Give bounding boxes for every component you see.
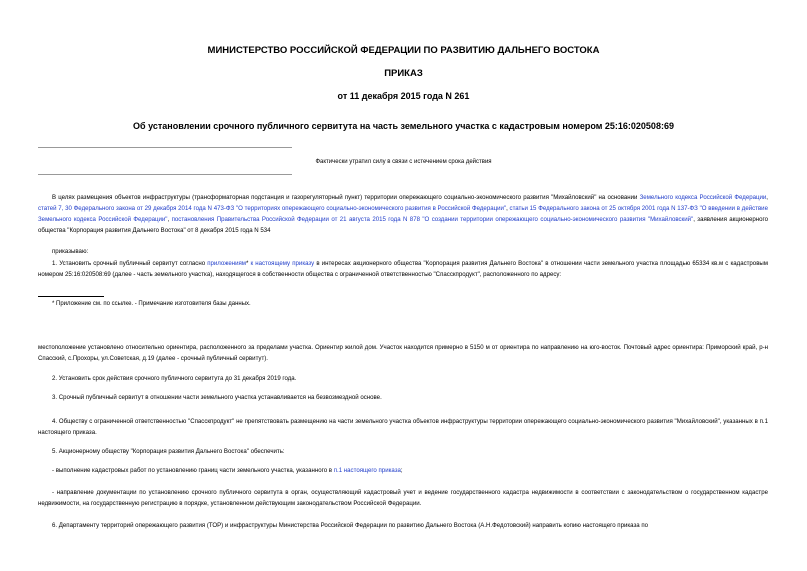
item-1-continuation: местоположение установлено относительно ориентира, расположенного за пределами участка. Ориентир жилой дом. Участок находится примерно в 5150 м от ориентира по направлению на юго-восток. Почтовый адрес ориентира: Приморский край, р-н Спасский, с.Прохоры, ул.Советская, д.19 (далее - срочный публичный сервитут). [38,344,768,362]
item-5b-paragraph: - направление документации по установлению срочного публичного сервитута в орган, осуществляющий кадастровый учет и ведение государственного кадастра недвижимости в соответствии с законодательством о государственном кадастре недвижимости, на государственную регистрацию в порядке, установленном действующим законодательством Российской Федерации. [38,489,768,507]
document-title: Об установлении срочного публичного сервитута на часть земельного участка с кадастровым номером 25:16:020508:69 [133,121,674,131]
item-text: * [245,260,251,267]
item-3-paragraph: 3. Срочный публичный сервитут в отношении части земельного участка устанавливается на безвозмездной основе. [52,394,382,401]
item-4-paragraph: 4. Обществу с ограниченной ответственностью "Спасскпродукт" не препятствовать размещению на части земельного участка объектов инфраструктуры территории опережающего социально-экономического развития "Михайловский", указанных в п.1 настоящего приказа. [38,418,768,436]
preamble-text: , заявления акционерного общества "Корпорация развития Дальнего Востока" от 8 декабря 2015 года N 534 [38,216,768,234]
land-code-link[interactable]: Земельного кодекса Российской Федерации [639,194,767,201]
this-order-link[interactable]: к настоящему приказу [250,260,315,267]
footnote: * Приложение см. по ссылке. - Примечание изготовителя базы данных. [52,301,251,307]
item-text: 1. Установить срочный публичный сервитут согласно [52,260,208,267]
ministry-heading: МИНИСТЕРСТВО РОССИЙСКОЙ ФЕДЕРАЦИИ ПО РАЗВИТИЮ ДАЛЬНЕГО ВОСТОКА [207,45,600,56]
federal-law-473-link[interactable]: статей 7, 30 Федерального закона от 29 декабря 2014 года N 473-ФЗ "О территориях опережающего социально-экономического развития в Российской Федерации" [38,205,507,212]
divider-bottom [38,174,292,175]
item-5-paragraph: 5. Акционерному обществу "Корпорация развития Дальнего Востока" обеспечить: [52,448,285,455]
date-number: от 11 декабря 2015 года N 261 [337,91,470,101]
orders-line: приказываю: [52,248,89,255]
preamble-text: , [766,194,768,201]
item-text: в интересах акционерного общества "Корпорация развития Дальнего Востока" в отношении части земельного участка площадью 65334 кв.м с кадастровым номером 25:16:020508:69 (далее - часть земельного участка), находящегося в собственности общества с ограниченной ответственностью "Спасскпродукт", расположенного по адресу: [38,260,768,278]
item-text: - выполнение кадастровых работ по установлению границ части земельного участка, указанного в [52,467,334,474]
government-decree-link[interactable]: постановления Правительства Российской Федерации от 21 августа 2015 года N 878 "О создании территории опережающего социально-экономического развития "Михайловский" [171,216,694,223]
status-note: Фактически утратил силу в связи с истечением срока действия [315,159,492,165]
document-type: ПРИКАЗ [384,68,423,79]
item-6-paragraph: 6. Департаменту территорий опережающего развития (ТОР) и инфраструктуры Министерства Российской Федерации по развитию Дальнего Востока (А.Н.Федотовский) направить копию настоящего приказа по [52,522,649,529]
preamble-paragraph [38,192,768,236]
appendix-link[interactable]: приложениям [207,260,246,267]
federal-law-137-link[interactable]: статьи 15 Федерального закона от 25 октября 2001 года N 137-ФЗ "О введении в действие Земельного кодекса Российской Федерации" [38,205,768,223]
item-2-paragraph: 2. Установить срок действия срочного публичного сервитута до 31 декабря 2019 года. [52,375,297,382]
preamble-text: , [167,216,172,223]
preamble-text: , [506,205,510,212]
item-text: ; [400,467,403,474]
divider-top [38,147,292,148]
preamble-text: В целях размещения объектов инфраструктуры (трансформаторная подстанция и газорегуляторный пункт) территории опережающего социально-экономического развития "Михайловский" на основании [52,194,640,201]
footnote-rule [38,296,104,297]
item-1-paragraph [38,258,768,291]
item-1-link[interactable]: п.1 настоящего приказа [333,467,401,474]
item-5a-paragraph [38,465,768,476]
